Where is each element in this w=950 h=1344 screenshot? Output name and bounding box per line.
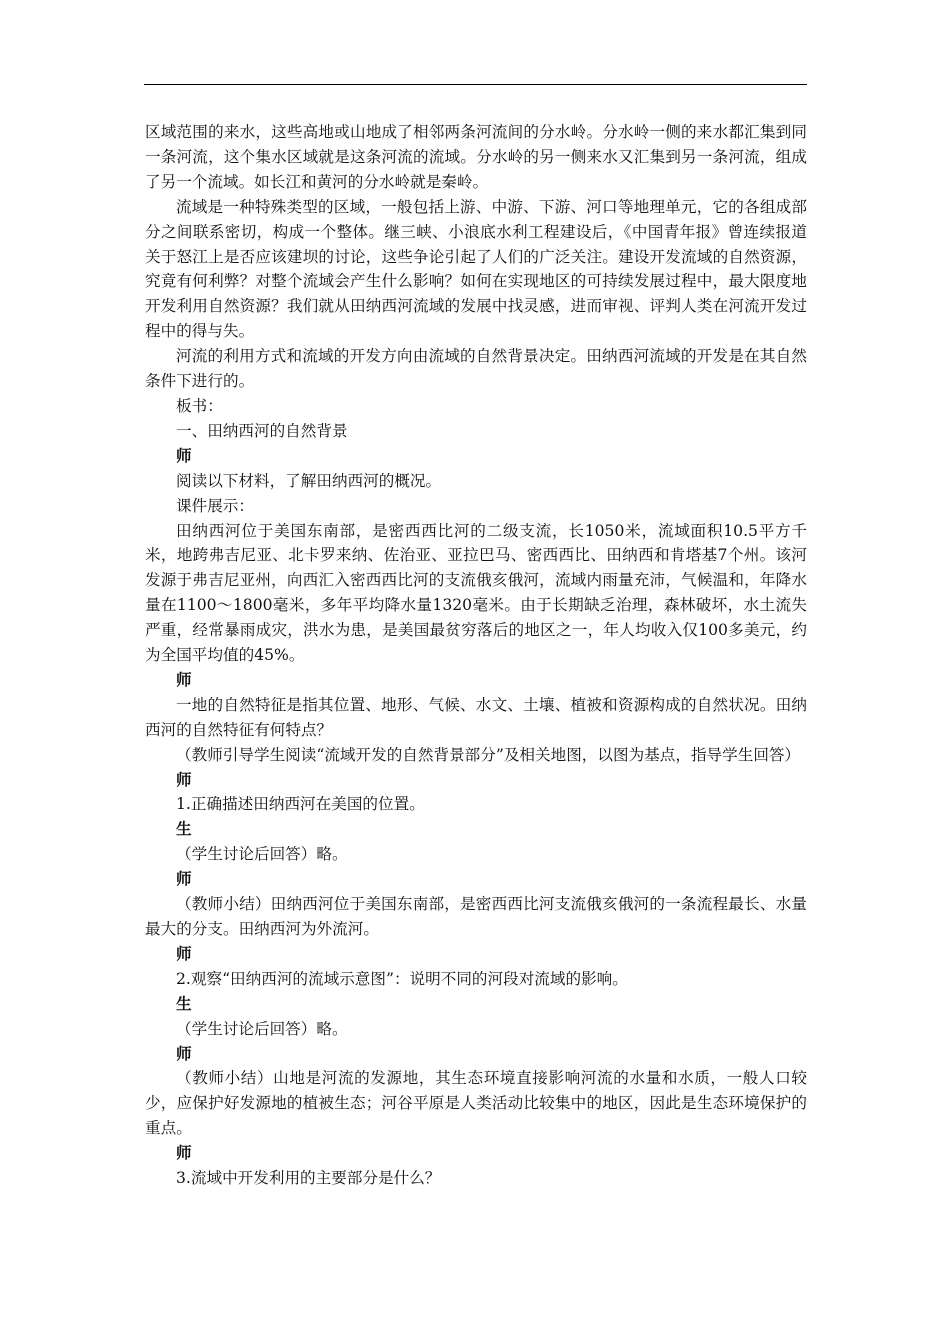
speaker-teacher: 师	[176, 944, 192, 963]
paragraph: 阅读以下材料，了解田纳西河的概况。	[176, 471, 442, 490]
speaker-teacher: 师	[176, 770, 192, 789]
header-rule	[144, 84, 807, 85]
paragraph: 区域范围的来水，这些高地或山地成了相邻两条河流间的分水岭。分水岭一侧的来水都汇集到同一条河流，这个集水区域就是这条河流的流域。分水岭的另一侧来水又汇集到另一条河流，组成了另一个流域。如长江和黄河的分水岭就是秦岭。	[145, 123, 807, 191]
section-heading: 一、田纳西河的自然背景	[176, 421, 348, 440]
paragraph: 田纳西河位于美国东南部，是密西西比河的二级支流，长1050米，流域面积10.5平方千米，地跨弗吉尼亚、北卡罗来纳、佐治亚、亚拉巴马、密西西比、田纳西和肯塔基7个州。该河发源于弗吉尼亚州，向西汇入密西西比河的支流俄亥俄河，流域内雨量充沛，气候温和，年降水量在1100～1800毫米，多年平均降水量1320毫米。由于长期缺乏治理，森林破坏，水土流失严重，经常暴雨成灾，洪水为患，是美国最贫穷落后的地区之一，年人均收入仅100多美元，约为全国平均值的45%。	[145, 521, 807, 665]
speaker-teacher: 师	[176, 1044, 192, 1063]
paragraph: （教师引导学生阅读“流域开发的自然背景部分”及相关地图，以图为基点，指导学生回答）	[176, 745, 801, 764]
board-label: 板书：	[176, 396, 223, 415]
speaker-teacher: 师	[176, 870, 192, 889]
speaker-student: 生	[176, 994, 192, 1013]
speaker-teacher: 师	[176, 670, 192, 689]
paragraph: 流域是一种特殊类型的区域，一般包括上游、中游、下游、河口等地理单元，它的各组成部分之间联系密切，构成一个整体。继三峡、小浪底水利工程建设后，《中国青年报》曾连续报道关于怒江上是否应该建坝的讨论，这些争论引起了人们的广泛关注。建设开发流域的自然资源，究竟有何利弊？对整个流域会产生什么影响？如何在实现地区的可持续发展过程中，最大限度地开发利用自然资源？我们就从田纳西河流域的发展中找灵感，进而审视、评判人类在河流开发过程中的得与失。	[145, 197, 807, 341]
speaker-student: 生	[176, 820, 192, 839]
paragraph: （学生讨论后回答）略。	[176, 845, 348, 864]
paragraph: （教师小结）山地是河流的发源地，其生态环境直接影响河流的水量和水质，一般人口较少，应保护好发源地的植被生态；河谷平原是人类活动比较集中的地区，因此是生态环境保护的重点。	[145, 1069, 807, 1138]
paragraph: （教师小结）田纳西河位于美国东南部，是密西西比河支流俄亥俄河的一条流程最长、水量最大的分支。田纳西河为外流河。	[145, 895, 807, 938]
speaker-teacher: 师	[176, 446, 192, 465]
document-body	[145, 120, 807, 1191]
speaker-teacher: 师	[176, 1144, 192, 1163]
paragraph: 一地的自然特征是指其位置、地形、气候、水文、土壤、植被和资源构成的自然状况。田纳西河的自然特征有何特点？	[145, 695, 807, 739]
courseware-label: 课件展示：	[176, 496, 254, 515]
paragraph: （学生讨论后回答）略。	[176, 1019, 348, 1038]
question: 3.流域中开发利用的主要部分是什么？	[176, 1169, 441, 1188]
question: 1.正确描述田纳西河在美国的位置。	[176, 795, 425, 814]
paragraph: 河流的利用方式和流域的开发方向由流域的自然背景决定。田纳西河流域的开发是在其自然条件下进行的。	[145, 347, 807, 391]
question: 2.观察“田纳西河的流域示意图”：说明不同的河段对流域的影响。	[176, 969, 628, 988]
